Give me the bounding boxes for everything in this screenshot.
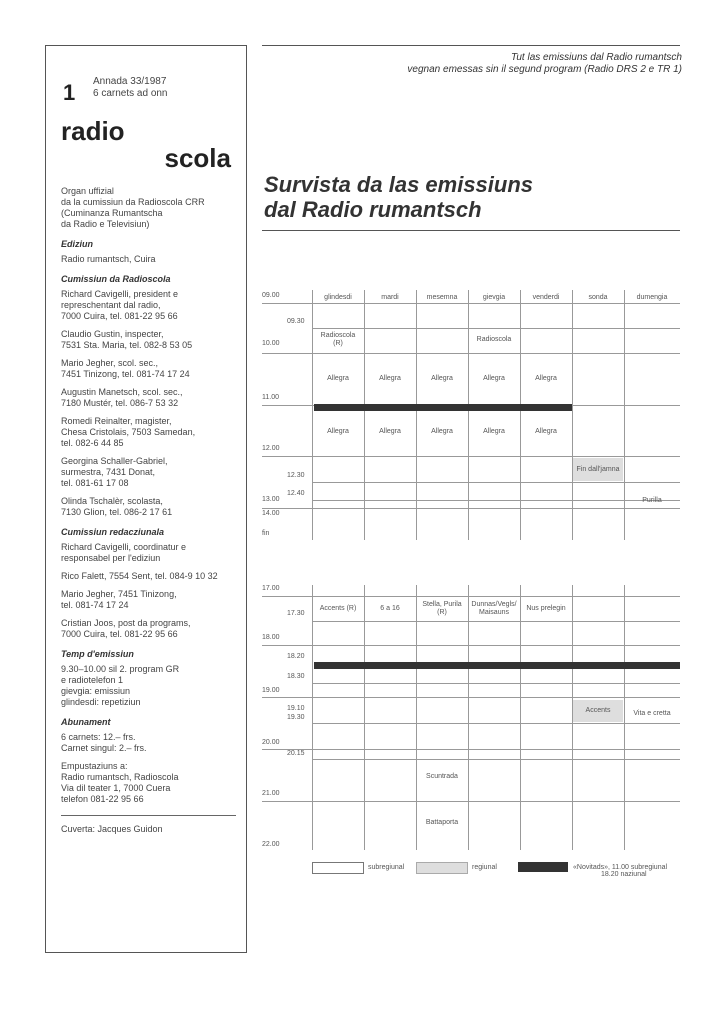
grid-line bbox=[468, 585, 469, 850]
grid-line bbox=[262, 353, 680, 354]
logo-word-radio: radio bbox=[61, 116, 125, 146]
program-allegra: Allegra bbox=[483, 375, 505, 382]
program-nus-prelegin: Nus prelegin bbox=[526, 605, 566, 612]
novitads-bar bbox=[314, 662, 680, 669]
time-label: fin bbox=[262, 530, 270, 537]
legend-label: regiunal bbox=[472, 864, 497, 871]
issue-meta bbox=[93, 76, 168, 100]
header-note: Tut las emissiuns dal Radio rumantsch vegnan emessas sin il segund program (Radio DRS 2 e TR 1) bbox=[407, 52, 682, 75]
time-label: 12.00 bbox=[262, 445, 280, 452]
radio-scola-logo bbox=[61, 116, 231, 176]
grid-line bbox=[262, 801, 680, 802]
program-allegra: Allegra bbox=[379, 428, 401, 435]
broadcast-text: 9.30–10.00 sil 2. program GR e radiotelefon 1 gievgia: emissiun glindesdi: repetiziun bbox=[61, 664, 180, 707]
commission-member: Claudio Gustin, inspecter, 7531 Sta. Maria, tel. 082-8 53 05 bbox=[61, 329, 193, 350]
time-label: 10.00 bbox=[262, 340, 280, 347]
time-label: 19.00 bbox=[262, 687, 280, 694]
program-allegra: Allegra bbox=[535, 375, 557, 382]
issue-frequency: 6 carnets ad onn bbox=[93, 88, 168, 99]
time-label: 13.00 bbox=[262, 496, 280, 503]
program-radioscola: Radioscola bbox=[476, 336, 512, 343]
program-accents: Accents bbox=[573, 700, 623, 722]
time-label: 17.30 bbox=[287, 610, 305, 617]
grid-line bbox=[520, 290, 521, 540]
editorial-heading: Cumissiun redacziunala bbox=[61, 527, 165, 537]
grid-line bbox=[262, 697, 680, 698]
legend-swatch-regional bbox=[416, 862, 468, 874]
sidebar-content bbox=[61, 186, 236, 842]
time-label: 09.00 bbox=[262, 292, 280, 299]
day-label: glindesdi bbox=[324, 294, 352, 301]
legend bbox=[312, 862, 712, 892]
grid-line bbox=[262, 596, 680, 597]
legend-swatch-subregional bbox=[312, 862, 364, 874]
program-allegra: Allegra bbox=[431, 375, 453, 382]
legend-label: subregiunal bbox=[368, 864, 405, 871]
issue-number: 1 bbox=[63, 80, 76, 105]
grid-line bbox=[262, 508, 680, 509]
commission-heading: Cumissiun da Radioscola bbox=[61, 274, 171, 284]
morning-schedule bbox=[262, 290, 680, 540]
grid-line bbox=[262, 749, 680, 750]
grid-line bbox=[468, 290, 469, 540]
time-label: 18.30 bbox=[287, 673, 305, 680]
cover-credit: Cuverta: Jacques Guidon bbox=[61, 824, 163, 834]
grid-line bbox=[262, 645, 680, 646]
editorial-member: Richard Cavigelli, coordinatur e responsabel per l'ediziun bbox=[61, 542, 187, 563]
time-label: 18.20 bbox=[287, 653, 305, 660]
edition-text: Radio rumantsch, Cuira bbox=[61, 254, 156, 264]
time-label: 17.00 bbox=[262, 585, 280, 592]
grid-line bbox=[312, 290, 313, 540]
subscription-heading: Abunament bbox=[61, 717, 111, 727]
masthead-sidebar bbox=[45, 45, 247, 953]
time-label: 09.30 bbox=[287, 318, 305, 325]
time-label: 11.00 bbox=[262, 394, 279, 401]
logo-word-scola: scola bbox=[164, 143, 231, 173]
commission-member: Richard Cavigelli, president e represchentant dal radio, 7000 Cuira, tel. 081-22 95 66 bbox=[61, 289, 179, 321]
program-allegra: Allegra bbox=[431, 428, 453, 435]
grid-line bbox=[312, 585, 313, 850]
subscription-text: 6 carnets: 12.– frs. Carnet singul: 2.– frs. bbox=[61, 732, 147, 753]
program-allegra: Allegra bbox=[327, 428, 349, 435]
program-allegra: Allegra bbox=[483, 428, 505, 435]
day-label: gievgia bbox=[482, 294, 506, 301]
broadcast-heading: Temp d'emissiun bbox=[61, 649, 134, 659]
edition-heading: Ediziun bbox=[61, 239, 93, 249]
grid-line bbox=[520, 585, 521, 850]
commission-member: Olinda Tschalèr, scolasta, 7130 Glion, tel. 086-2 17 61 bbox=[61, 496, 173, 517]
grid-line bbox=[416, 290, 417, 540]
grid-line bbox=[416, 585, 417, 850]
commission-member: Romedi Reinalter, magister, Chesa Cristolais, 7503 Samedan, tel. 082-6 44 85 bbox=[61, 416, 196, 448]
day-label: sonda bbox=[588, 294, 608, 301]
commission-member: Augustin Manetsch, scol. sec., 7180 Mustér, tel. 086-7 53 32 bbox=[61, 387, 183, 408]
page-title: Survista da las emissiuns dal Radio rumantsch bbox=[264, 172, 534, 222]
time-label: 22.00 bbox=[262, 841, 280, 848]
program-battaporta: Battaporta bbox=[425, 819, 459, 826]
orders-text: Empustaziuns a: Radio rumantsch, Radioscola Via dil teater 1, 7000 Cuera telefon 081-22 95 66 bbox=[61, 761, 179, 804]
novitads-bar bbox=[314, 404, 572, 411]
program-accents-repeat: Accents (R) bbox=[319, 605, 357, 612]
time-label: 21.00 bbox=[262, 790, 280, 797]
editorial-member: Rico Falett, 7554 Sent, tel. 084-9 10 32 bbox=[61, 571, 218, 581]
editorial-member: Mario Jegher, 7451 Tinizong, tel. 081-74 17 24 bbox=[61, 589, 177, 610]
program-scuntrada: Scuntrada bbox=[426, 773, 458, 780]
grid-line bbox=[364, 585, 365, 850]
intro-text: Organ uffizial da la cumissiun da Radioscola CRR (Cuminanza Rumantscha da Radio e Televisiun) bbox=[61, 186, 205, 229]
program-vita-e-cretta: Vita e cretta bbox=[633, 710, 671, 717]
commission-member: Georgina Schaller-Gabriel, surmestra, 7431 Donat, tel. 081-61 17 08 bbox=[61, 456, 168, 488]
day-label: venderdi bbox=[532, 294, 560, 301]
program-stella-purila: Stella, Purila (R) bbox=[422, 601, 462, 616]
time-label: 12.40 bbox=[287, 490, 305, 497]
time-label: 20.00 bbox=[262, 739, 280, 746]
editorial-member: Cristian Joos, post da programs, 7000 Cuira, tel. 081-22 95 66 bbox=[61, 618, 191, 639]
divider bbox=[262, 230, 680, 231]
divider bbox=[262, 45, 680, 46]
day-label: dumengia bbox=[636, 294, 668, 301]
issue-year: Annada 33/1987 bbox=[93, 76, 167, 87]
program-fin-dall-jamna: Fin dall'jamna bbox=[573, 458, 623, 481]
time-label: 19.10 bbox=[287, 705, 305, 712]
legend-label: «Novitads», 11.00 subregiunal 18.20 naziunal bbox=[573, 864, 668, 878]
grid-line bbox=[364, 290, 365, 540]
program-allegra: Allegra bbox=[535, 428, 557, 435]
day-label: mesemna bbox=[426, 294, 458, 301]
program-6-a-16: 6 a 16 bbox=[380, 605, 400, 612]
program-purilla: Purilla bbox=[642, 497, 662, 504]
legend-swatch-novitads bbox=[518, 862, 568, 872]
divider bbox=[61, 815, 236, 816]
time-label: 20.15 bbox=[287, 750, 305, 757]
grid-line bbox=[572, 290, 573, 540]
time-label: 12.30 bbox=[287, 472, 305, 479]
program-radioscola-repeat: Radioscola (R) bbox=[320, 332, 356, 347]
grid-line bbox=[262, 456, 680, 457]
program-allegra: Allegra bbox=[327, 375, 349, 382]
day-label: mardi bbox=[381, 294, 399, 301]
evening-schedule bbox=[262, 585, 680, 850]
time-label: 19.30 bbox=[287, 714, 305, 721]
time-label: 18.00 bbox=[262, 634, 280, 641]
grid-line bbox=[262, 303, 680, 304]
commission-member: Mario Jegher, scol. sec., 7451 Tinizong, tel. 081-74 17 24 bbox=[61, 358, 190, 379]
time-label: 14.00 bbox=[262, 510, 280, 517]
program-dunnas-vegls-maisauns: Dunnas/Vegls/ Maisauns bbox=[471, 601, 517, 616]
program-allegra: Allegra bbox=[379, 375, 401, 382]
